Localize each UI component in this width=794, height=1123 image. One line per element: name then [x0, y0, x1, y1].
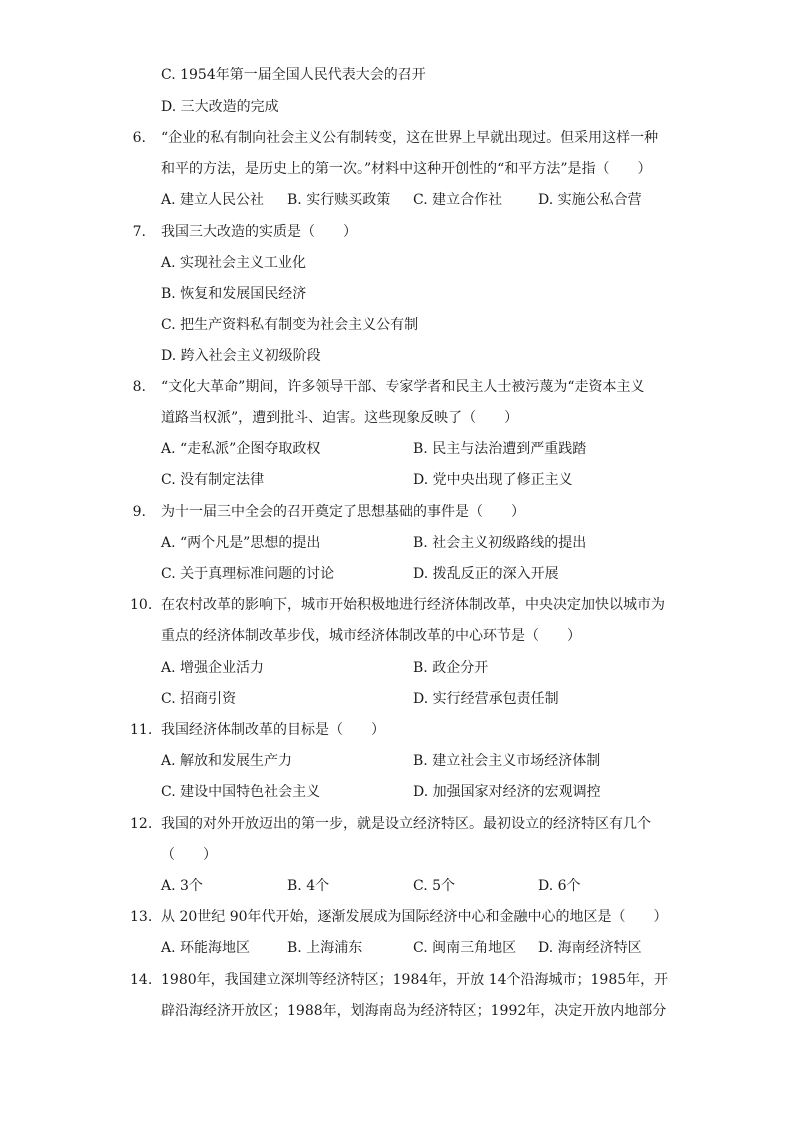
question-stem: “企业的私有制向社会主义公有制转变，这在世界上早就出现过。但采用这样一种 — [161, 130, 659, 146]
option-a: A. 实现社会主义工业化 — [161, 255, 307, 271]
question-stem: 道路当权派”，遭到批斗、迫害。这些现象反映了（ ） — [161, 410, 519, 426]
option-d: D. 跨入社会主义初级阶段 — [161, 348, 321, 364]
option-a: A. 解放和发展生产力 — [161, 753, 293, 769]
option-b: B. 社会主义初级路线的提出 — [413, 535, 587, 551]
option-b: B. 上海浦东 — [287, 940, 363, 956]
question-number: 10. — [130, 597, 153, 613]
option-d: D. 实施公私合营 — [538, 192, 642, 208]
option-a: A. 3个 — [161, 878, 203, 894]
option-d: D. 党中央出现了修正主义 — [413, 472, 573, 488]
option-d: D. 实行经营承包责任制 — [413, 691, 559, 707]
option-c: C. 关于真理标准问题的讨论 — [161, 566, 335, 582]
option-c-prev: C. 1954年第一届全国人民代表大会的召开 — [161, 67, 426, 83]
question-number: 8. — [132, 379, 146, 395]
question-number: 6. — [132, 130, 146, 146]
option-c: C. 闽南三角地区 — [413, 940, 517, 956]
question-number: 9. — [132, 504, 146, 520]
option-c: C. 建立合作社 — [413, 192, 503, 208]
question-number: 14. — [130, 972, 153, 988]
option-c: C. 5个 — [413, 878, 456, 894]
question-stem: 我国的对外开放迈出的第一步，就是设立经济特区。最初设立的经济特区有几个 — [161, 816, 651, 832]
option-a: A. 建立人民公社 — [161, 192, 265, 208]
option-d: D. 加强国家对经济的宏观调控 — [413, 784, 601, 800]
question-stem: 1980年，我国建立深圳等经济特区；1984年，开放 14个沿海城市；1985年，开 — [161, 972, 669, 988]
question-number: 13. — [130, 909, 153, 925]
option-c: C. 把生产资料私有制变为社会主义公有制 — [161, 317, 419, 333]
question-number: 11. — [130, 722, 153, 738]
question-stem: “文化大革命”期间，许多领导干部、专家学者和民主人士被污蔑为“走资本主义 — [161, 379, 645, 395]
question-stem: 重点的经济体制改革步伐，城市经济体制改革的中心环节是（ ） — [161, 628, 581, 644]
option-b: B. 实行赎买政策 — [287, 192, 391, 208]
option-b: B. 建立社会主义市场经济体制 — [413, 753, 601, 769]
question-stem: 为十一届三中全会的召开奠定了思想基础的事件是（ ） — [161, 504, 525, 520]
option-a: A. 环能海地区 — [161, 940, 251, 956]
option-d: D. 海南经济特区 — [538, 940, 642, 956]
option-a: A. “走私派”企图夺取政权 — [161, 441, 321, 457]
question-stem: 从 20世纪 90年代开始，逐渐发展成为国际经济中心和金融中心的地区是（ ） — [161, 909, 668, 925]
option-d: D. 拨乱反正的深入开展 — [413, 566, 559, 582]
question-number: 12. — [130, 816, 153, 832]
option-a: A. “两个凡是”思想的提出 — [161, 535, 321, 551]
option-b: B. 政企分开 — [413, 660, 489, 676]
question-stem: 辟沿海经济开放区；1988年，划海南岛为经济特区；1992年，决定开放内地部分 — [161, 1003, 667, 1019]
question-stem: 我国经济体制改革的目标是（ ） — [161, 722, 385, 738]
option-c: C. 建设中国特色社会主义 — [161, 784, 321, 800]
option-a: A. 增强企业活力 — [161, 660, 265, 676]
option-c: C. 招商引资 — [161, 691, 237, 707]
question-stem: （ ） — [161, 847, 217, 863]
question-stem: 我国三大改造的实质是（ ） — [161, 224, 357, 240]
question-stem: 在农村改革的影响下，城市开始积极地进行经济体制改革，中央决定加快以城市为 — [161, 597, 665, 613]
option-d: D. 6个 — [538, 878, 581, 894]
question-stem: 和平的方法，是历史上的第一次。”材料中这种开创性的“和平方法”是指（ ） — [161, 161, 652, 177]
option-c: C. 没有制定法律 — [161, 472, 265, 488]
question-number: 7. — [132, 224, 146, 240]
option-b: B. 4个 — [287, 878, 330, 894]
option-b: B. 恢复和发展国民经济 — [161, 286, 307, 302]
option-d-prev: D. 三大改造的完成 — [161, 99, 279, 115]
option-b: B. 民主与法治遭到严重践踏 — [413, 441, 587, 457]
